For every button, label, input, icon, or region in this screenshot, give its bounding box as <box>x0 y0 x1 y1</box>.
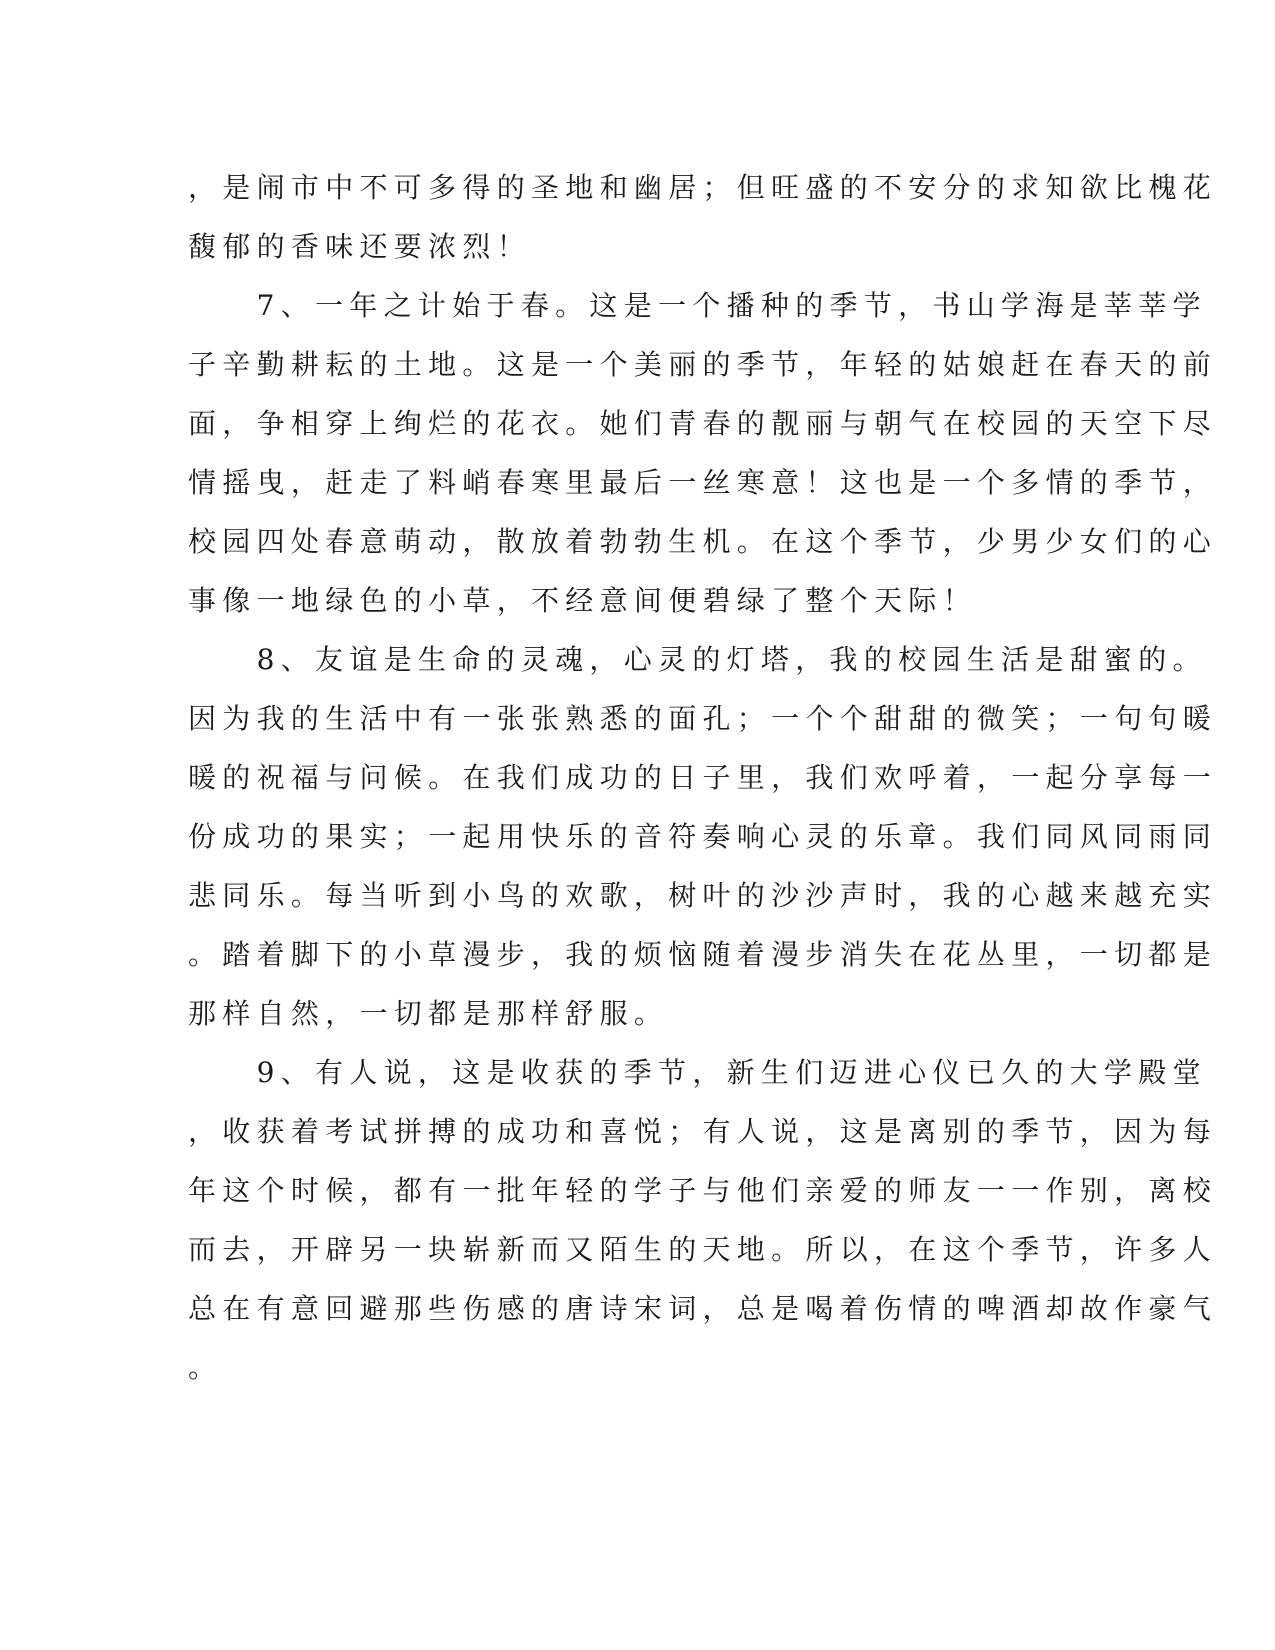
text-line: 悲同乐。每当听到小鸟的欢歌，树叶的沙沙声时，我的心越来越充实 <box>188 879 1218 912</box>
text-line: 7、一年之计始于春。这是一个播种的季节，书山学海是莘莘学 <box>188 289 1207 322</box>
text-line: 而去，开辟另一块崭新而又陌生的天地。所以，在这个季节，许多人 <box>188 1233 1218 1266</box>
text-line: 8、友谊是生命的灵魂，心灵的灯塔，我的校园生活是甜蜜的。 <box>188 643 1207 676</box>
text-line: 总在有意回避那些伤感的唐诗宋词，总是喝着伤情的啤酒却故作豪气 <box>188 1292 1218 1325</box>
text-line: ，收获着考试拼搏的成功和喜悦；有人说，这是离别的季节，因为每 <box>188 1115 1218 1148</box>
text-line: 份成功的果实；一起用快乐的音符奏响心灵的乐章。我们同风同雨同 <box>188 820 1218 853</box>
text-line: 那样自然，一切都是那样舒服。 <box>188 997 669 1030</box>
text-line: 暖的祝福与问候。在我们成功的日子里，我们欢呼着，一起分享每一 <box>188 761 1218 794</box>
text-line: 馥郁的香味还要浓烈！ <box>188 230 532 263</box>
text-line: 9、有人说，这是收获的季节，新生们迈进心仪已久的大学殿堂 <box>188 1056 1207 1089</box>
text-line: 情摇曳，赶走了料峭春寒里最后一丝寒意！这也是一个多情的季节， <box>188 466 1218 499</box>
text-line: 校园四处春意萌动，散放着勃勃生机。在这个季节，少男少女们的心 <box>188 525 1218 558</box>
text-line: 面，争相穿上绚烂的花衣。她们青春的靓丽与朝气在校园的天空下尽 <box>188 407 1218 440</box>
text-line: 子辛勤耕耘的土地。这是一个美丽的季节，年轻的姑娘赶在春天的前 <box>188 348 1218 381</box>
text-line: 事像一地绿色的小草，不经意间便碧绿了整个天际！ <box>188 584 977 617</box>
text-line: 因为我的生活中有一张张熟悉的面孔；一个个甜甜的微笑；一句句暖 <box>188 702 1218 735</box>
text-line: 年这个时候，都有一批年轻的学子与他们亲爱的师友一一作别，离校 <box>188 1174 1218 1207</box>
text-line: 。踏着脚下的小草漫步，我的烦恼随着漫步消失在花丛里，一切都是 <box>188 938 1218 971</box>
text-line: 。 <box>188 1351 223 1384</box>
text-line: ，是闹市中不可多得的圣地和幽居；但旺盛的不安分的求知欲比槐花 <box>188 171 1218 204</box>
